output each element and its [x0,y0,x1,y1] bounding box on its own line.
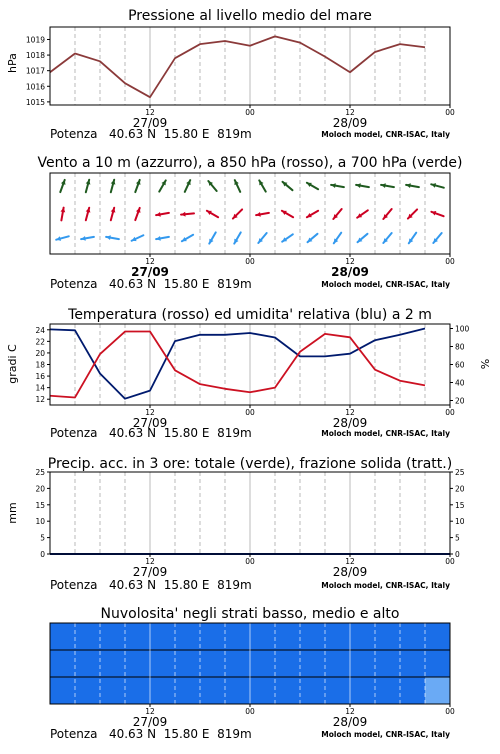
pressure-y-axis-label: hPa [6,53,19,73]
wind-arrow [135,208,140,220]
wind-arrow [331,183,344,188]
x-tick-label: 12 [145,408,155,417]
wind-arrow [61,208,66,221]
cloud-cell [425,677,450,704]
temperature-line [50,332,425,398]
cloud-cell [400,677,425,704]
y-tick-label: 10 [455,517,465,527]
x-tick-label: 00 [445,707,455,716]
cloud-cell [200,623,225,650]
date-label: 28/09 [332,416,368,430]
precipitation-y-ticks [35,468,50,559]
cloud-cell [75,623,100,650]
wind-arrow [307,183,318,190]
y-tick-label: 15 [455,500,465,510]
wind-arrow [308,234,318,242]
cloud-cell [50,677,75,704]
cloud-cell [375,677,400,704]
cloud-cell [325,650,350,677]
y-tick-label: 1015 [25,97,45,107]
wind-arrow [409,233,416,244]
wind-arrow [282,234,293,241]
y-tick-label: 15 [35,500,45,510]
wind-arrow [106,235,119,240]
y-tick-label: 0 [455,550,460,559]
cloud-cell [375,623,400,650]
y-tick-label: 20 [35,484,45,494]
cloud-cell [100,623,125,650]
y-tick-label: 100 [455,324,470,334]
cloud-cell [425,650,450,677]
x-tick-label: 12 [145,108,155,117]
temperature-credit: Moloch model, CNR-ISAC, Italy [321,429,450,438]
cloud-cell [50,623,75,650]
cloud-cell [350,650,375,677]
wind-arrow [159,180,166,191]
x-tick-label: 12 [345,408,355,417]
x-tick-label: 12 [345,257,355,266]
pressure-grid [75,27,425,105]
x-tick-label: 12 [345,707,355,716]
precipitation-grid [75,472,425,554]
precipitation-location: Potenza 40.63 N 15.80 E 819m [50,578,252,592]
wind-title: Vento a 10 m (azzurro), a 850 hPa (rosso), a 700 hPa (verde) [37,155,463,171]
humidity-y-axis-label: % [479,358,492,370]
pressure-y-ticks [26,35,50,106]
y-tick-label: 5 [455,533,460,543]
cloud-cell [175,677,200,704]
humidity-y-ticks [450,325,470,406]
y-tick-label: 1017 [25,66,45,76]
wind-arrow [307,211,318,218]
cloud-cell [325,677,350,704]
precipitation-y-axis-label: mm [6,502,19,524]
wind-arrow [433,233,441,243]
wind-arrow [156,212,169,217]
y-tick-label: 5 [40,533,45,543]
wind-arrow [111,180,116,193]
cloud-cell [350,623,375,650]
temperature-location: Potenza 40.63 N 15.80 E 819m [50,426,252,440]
cloud-cell [50,650,75,677]
cloud-location: Potenza 40.63 N 15.80 E 819m [50,727,252,741]
cloud-cell [175,650,200,677]
y-tick-label: 25 [35,468,45,477]
wind-arrow [135,180,140,192]
wind-arrow [209,232,216,243]
y-tick-label: 20 [455,484,465,494]
wind-arrow [383,209,391,219]
y-tick-label: 22 [35,337,45,347]
wind-arrow [283,182,293,190]
wind-arrow [333,209,341,219]
cloud-cell [175,623,200,650]
y-tick-label: 1016 [25,82,45,92]
temperature-y-axis-label: gradi C [6,344,19,384]
wind-arrow [334,233,341,244]
cloud-cell [400,650,425,677]
wind-arrow [256,212,269,217]
wind-grid [75,173,425,254]
cloud-credit: Moloch model, CNR-ISAC, Italy [321,730,450,739]
x-tick-label: 12 [345,557,355,566]
precipitation-credit: Moloch model, CNR-ISAC, Italy [321,581,450,590]
cloud-cell [225,677,250,704]
wind-arrow [185,180,191,192]
cloud-cell [125,650,150,677]
date-label: 27/09 [132,715,168,729]
wind-arrow [81,236,94,241]
humidity-line [50,329,425,399]
y-tick-label: 12 [35,395,45,405]
cloud-cell [150,623,175,650]
precipitation-y-ticks-right [450,468,465,559]
pressure-credit: Moloch model, CNR-ISAC, Italy [321,130,450,139]
wind-arrow [156,236,169,241]
date-label: 27/09 [132,116,168,130]
cloud-cell [325,623,350,650]
cloud-cell [200,650,225,677]
wind-arrow [182,235,193,242]
cloud-title: Nuvolosita' negli strati basso, medio e alto [100,606,400,622]
wind-arrow [431,211,443,216]
y-tick-label: 16 [35,372,45,382]
date-label: 28/09 [332,116,368,130]
cloud-cell [125,677,150,704]
cloud-cell [275,677,300,704]
date-label: 28/09 [332,565,368,579]
cloud-x-axis [133,704,455,729]
wind-x-axis [131,254,455,279]
pressure-line [50,36,425,97]
wind-arrow [381,183,394,188]
cloud-cell [125,623,150,650]
x-tick-label: 00 [245,557,255,566]
date-label: 27/09 [131,265,169,279]
x-tick-label: 12 [345,108,355,117]
pressure-panel [6,8,455,141]
x-tick-label: 00 [445,408,455,417]
x-tick-label: 00 [445,108,455,117]
cloud-cell [375,650,400,677]
y-tick-label: 20 [35,348,45,358]
wind-arrow [56,236,69,241]
y-tick-label: 14 [35,383,45,393]
wind-arrow [233,209,242,218]
wind-arrow [282,211,293,218]
cloud-panel [50,606,455,741]
cloud-cell [225,650,250,677]
temperature-series [50,329,425,399]
date-label: 28/09 [332,715,368,729]
y-tick-label: 1018 [25,51,45,61]
y-tick-label: 24 [35,325,45,335]
x-tick-label: 00 [245,257,255,266]
precipitation-x-axis [133,554,455,579]
y-tick-label: 25 [455,468,465,477]
temperature-title: Temperatura (rosso) ed umidita' relativa (blu) a 2 m [68,307,432,323]
wind-arrow [258,233,266,243]
cloud-cell [75,677,100,704]
pressure-series [50,36,425,97]
wind-arrow [208,181,216,191]
cloud-cell [300,623,325,650]
cloud-cell [150,677,175,704]
cloud-cell [300,677,325,704]
cloud-cell [300,650,325,677]
wind-arrow [408,209,417,218]
cloud-cell [100,677,125,704]
y-tick-label: 80 [455,342,465,352]
y-tick-label: 1019 [25,35,45,45]
wind-arrow [406,183,419,188]
wind-arrow [358,234,368,242]
cloud-cell [200,677,225,704]
cloud-cell [75,650,100,677]
wind-location: Potenza 40.63 N 15.80 E 819m [50,277,252,291]
wind-arrow [111,208,116,221]
cloud-cell [150,650,175,677]
wind-arrow [207,211,218,218]
wind-arrow [234,180,240,192]
x-tick-label: 12 [145,707,155,716]
x-tick-label: 12 [145,257,155,266]
wind-arrow [259,180,266,191]
y-tick-label: 20 [455,396,465,406]
y-tick-label: 18 [35,360,45,370]
y-tick-label: 60 [455,360,465,370]
cloud-cell [100,650,125,677]
wind-arrow [234,232,241,243]
cloud-cell [250,650,275,677]
wind-credit: Moloch model, CNR-ISAC, Italy [321,280,450,289]
y-tick-label: 0 [40,550,45,559]
wind-arrow [356,183,369,188]
wind-arrow [181,212,194,217]
date-label: 27/09 [132,565,168,579]
y-tick-label: 40 [455,378,465,388]
pressure-title: Pressione al livello medio del mare [128,8,372,24]
x-tick-label: 12 [145,557,155,566]
cloud-cell [225,623,250,650]
wind-arrow [357,210,368,217]
x-tick-label: 00 [245,408,255,417]
x-tick-label: 00 [445,557,455,566]
wind-panel [37,155,462,291]
pressure-location: Potenza 40.63 N 15.80 E 819m [50,127,252,141]
temperature-panel [6,307,492,440]
x-tick-label: 00 [245,707,255,716]
precipitation-panel [6,456,465,592]
temperature-y-ticks [35,326,50,404]
cloud-cell [250,677,275,704]
x-tick-label: 00 [445,257,455,266]
cloud-cell [400,623,425,650]
cloud-cell [250,623,275,650]
wind-arrow [60,180,65,192]
x-tick-label: 00 [245,108,255,117]
wind-arrow [431,183,444,188]
wind-arrow [132,235,144,241]
cloud-cell [275,623,300,650]
date-label: 27/09 [132,416,168,430]
cloud-cell [350,677,375,704]
cloud-cell [275,650,300,677]
wind-arrow [86,180,91,193]
wind-arrow [383,233,391,243]
y-tick-label: 10 [35,517,45,527]
wind-arrow [86,208,91,221]
cloud-cell [425,623,450,650]
precipitation-title: Precip. acc. in 3 ore: totale (verde), frazione solida (tratt.) [47,456,453,472]
date-label: 28/09 [331,265,369,279]
